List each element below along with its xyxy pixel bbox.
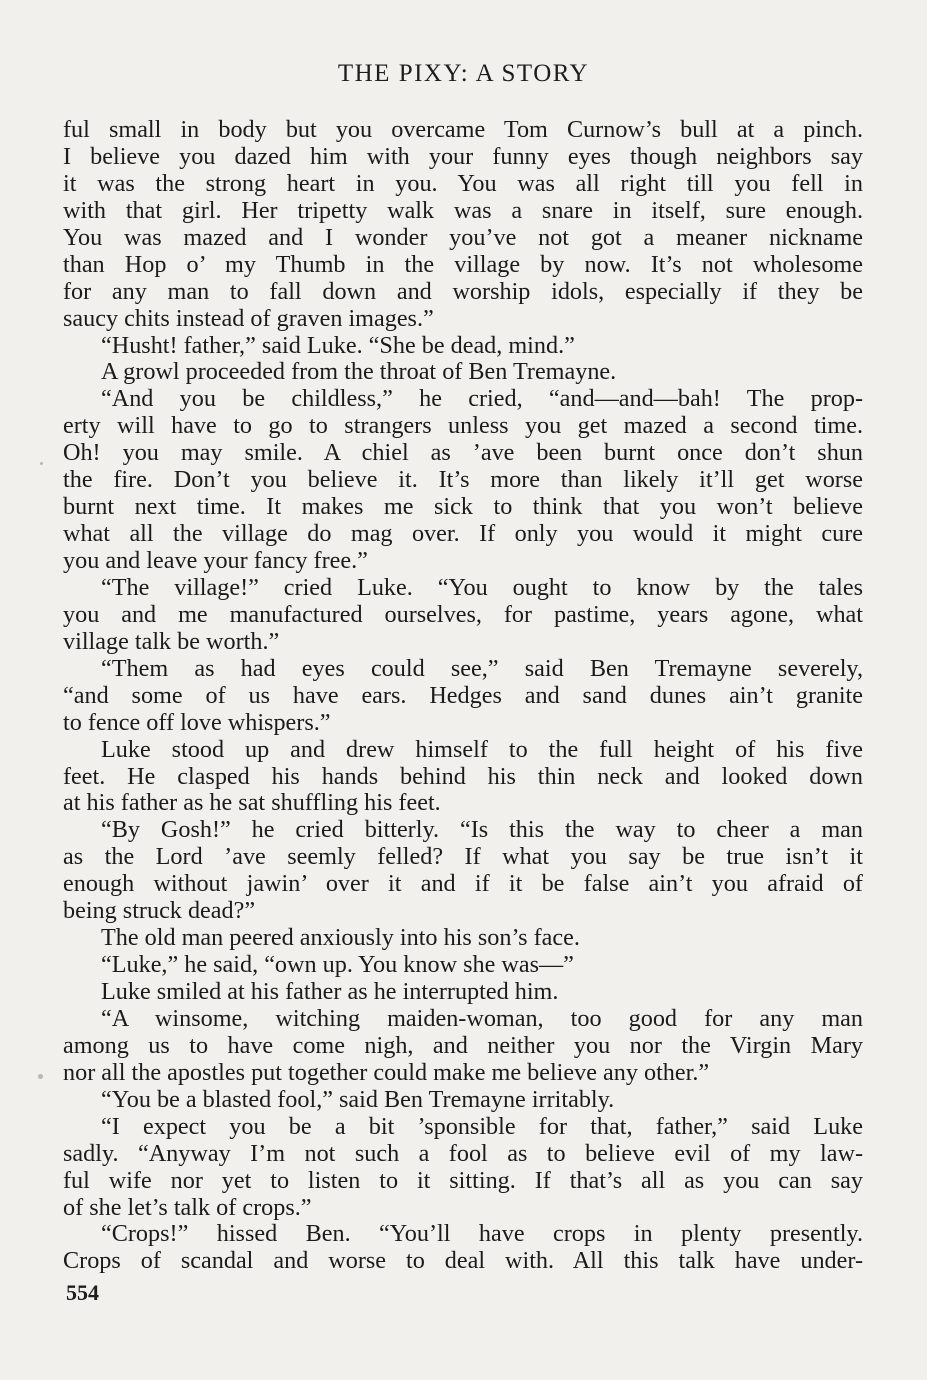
page-number: 554 bbox=[66, 1280, 99, 1305]
text-line: enough without jawin’ over it and if it be false ain’t you afraid of bbox=[63, 871, 863, 898]
body-text bbox=[63, 117, 863, 1275]
text-line: Oh! you may smile. A chiel as ’ave been burnt once don’t shun bbox=[63, 440, 863, 467]
text-line: being struck dead?” bbox=[63, 898, 256, 925]
text-line: Crops of scandal and worse to deal with. All this talk have under- bbox=[63, 1248, 863, 1275]
text-line: “and some of us have ears. Hedges and sand dunes ain’t granite bbox=[63, 682, 863, 709]
text-line: what all the village do mag over. If only you would it might cure bbox=[63, 521, 863, 548]
text-line: Luke smiled at his father as he interrupted him. bbox=[101, 979, 559, 1005]
text-line: I believe you dazed him with your funny eyes though neighbors say bbox=[63, 143, 863, 170]
text-line: “Crops!” hissed Ben. “You’ll have crops in plenty presently. bbox=[101, 1221, 863, 1248]
text-line: to fence off love whispers.” bbox=[63, 709, 331, 736]
text-line: among us to have come nigh, and neither you nor the Virgin Mary bbox=[63, 1032, 863, 1059]
text-line: nor all the apostles put together could make me believe any other.” bbox=[63, 1059, 710, 1086]
text-line: “Luke,” he said, “own up. You know she was—” bbox=[101, 952, 574, 979]
text-line: of she let’s talk of crops.” bbox=[63, 1194, 312, 1221]
text-line: “I expect you be a bit ’sponsible for that, father,” said Luke bbox=[101, 1113, 863, 1140]
text-line: with that girl. Her tripetty walk was a snare in itself, sure enough. bbox=[63, 197, 863, 224]
text-line: sadly. “Anyway I’m not such a fool as to believe evil of my law- bbox=[63, 1140, 863, 1167]
text-line: “The village!” cried Luke. “You ought to know by the tales bbox=[101, 574, 863, 601]
text-line: for any man to fall down and worship idols, especially if they be bbox=[63, 278, 863, 305]
text-line: “Husht! father,” said Luke. “She be dead, mind.” bbox=[101, 332, 575, 359]
text-line: village talk be worth.” bbox=[63, 628, 280, 655]
text-line: the fire. Don’t you believe it. It’s more than likely it’ll get worse bbox=[63, 467, 863, 494]
text-line: you and me manufactured ourselves, for pastime, years agone, what bbox=[63, 601, 863, 628]
text-line: “Them as had eyes could see,” said Ben Tremayne severely, bbox=[101, 655, 863, 682]
text-line: The old man peered anxiously into his son’s face. bbox=[101, 925, 580, 952]
paper-speck bbox=[40, 462, 43, 465]
text-line: you and leave your fancy free.” bbox=[63, 548, 368, 574]
text-line: “A winsome, witching maiden-woman, too good for any man bbox=[101, 1005, 863, 1032]
text-line: “And you be childless,” he cried, “and—and—bah! The prop- bbox=[101, 386, 863, 413]
text-line: than Hop o’ my Thumb in the village by now. It’s not wholesome bbox=[63, 251, 863, 278]
text-line: as the Lord ’ave seemly felled? If what you say be true isn’t it bbox=[63, 844, 863, 871]
text-line: saucy chits instead of graven images.” bbox=[63, 305, 434, 332]
text-line: at his father as he sat shuffling his feet. bbox=[63, 790, 441, 817]
text-line: ful small in body but you overcame Tom Curnow’s bull at a pinch. bbox=[63, 117, 863, 143]
text-line: A growl proceeded from the throat of Ben Tremayne. bbox=[101, 359, 617, 386]
text-line: feet. He clasped his hands behind his thin neck and looked down bbox=[63, 763, 863, 790]
text-line: ful wife nor yet to listen to it sitting. If that’s all as you can say bbox=[63, 1167, 863, 1194]
text-line: “By Gosh!” he cried bitterly. “Is this the way to cheer a man bbox=[101, 817, 863, 844]
running-head: THE PIXY: A STORY bbox=[337, 60, 590, 87]
text-line: it was the strong heart in you. You was all right till you fell in bbox=[63, 170, 863, 197]
text-line: Luke stood up and drew himself to the full height of his five bbox=[101, 736, 863, 763]
text-line: burnt next time. It makes me sick to think that you won’t believe bbox=[63, 494, 863, 521]
text-line: You was mazed and I wonder you’ve not got a meaner nickname bbox=[63, 224, 863, 251]
paper-speck bbox=[38, 1074, 43, 1079]
text-line: erty will have to go to strangers unless you get mazed a second time. bbox=[63, 413, 863, 440]
text-line: “You be a blasted fool,” said Ben Tremayne irritably. bbox=[101, 1086, 615, 1113]
